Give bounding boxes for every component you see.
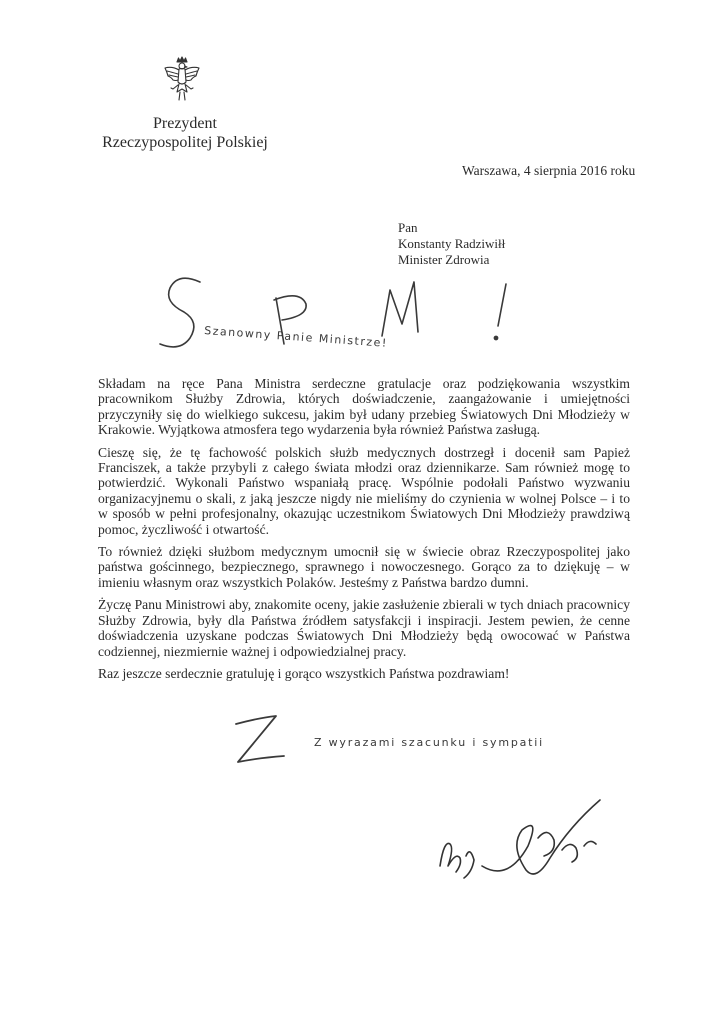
paragraph-3: To również dzięki służbom medycznym umocnił się w świecie obraz Rzeczypospolitej jako państwa gościnnego, bezpiecznego, sprawnego i nowoczesnego. Gorąco za to dziękuję – w imieniu własnym oraz wszystkich Polaków. Jesteśmy z Państwa bardzo dumni.: [98, 544, 630, 590]
signature: [430, 786, 637, 907]
recipient-line-1: Pan: [398, 220, 418, 235]
recipient-block: [398, 220, 505, 268]
paragraph-2: Cieszę się, że tę fachowość polskich służb medycznych dostrzegł i docenił sam Papież Franciszek, a także przybyli z całego świata młodzi oraz dziennikarze. Sam również mogę to potwierdzić. Wykonali Państwo wspaniałą pracę. Wspólnie podołali Państwo wyzwaniu organizacyjnemu o skali, z jaką jeszcze nigdy nie mieliśmy do czynienia w wolnej Polsce – i to w sposób w pełni profesjonalny, okazując uczestnikom Światowych Dni Młodzieży prawdziwą pomoc, życzliwość i otwartość.: [98, 444, 630, 537]
letter-body: [98, 376, 630, 688]
paragraph-1: Składam na ręce Pana Ministra serdeczne gratulacje oraz podziękowania wszystkim pracownikom Służby Zdrowia, których doświadczenie, zaangażowanie i umiejętności przyczyniły się do wielkiego sukcesu, jakim był udany przebieg Światowych Dni Młodzieży w Krakowie. Wyjątkowa atmosfera tego wydarzenia była również Państwa zasługą.: [98, 376, 630, 438]
salutation-text: Szanowny Panie Ministrze!: [203, 324, 389, 350]
letter-date: Warszawa, 4 sierpnia 2016 roku: [462, 163, 636, 178]
handwritten-salutation: [150, 268, 540, 358]
closing-text: Z wyrazami szacunku i sympatii: [314, 736, 544, 749]
office-title: [90, 114, 280, 152]
white-eagle-emblem-icon: [162, 56, 202, 106]
recipient-line-2: Konstanty Radziwiłł: [398, 236, 506, 251]
recipient-line-3: Minister Zdrowia: [398, 252, 490, 267]
handwritten-closing: [228, 708, 638, 778]
paragraph-5: Raz jeszcze serdecznie gratuluję i gorąco wszystkich Państwa pozdrawiam!: [98, 665, 510, 681]
signature-name: Andrzej Duda: [630, 906, 637, 907]
paragraph-4: Życzę Panu Ministrowi aby, znakomite oceny, jakie zasłużenie zbierali w tych dniach pracownicy Służby Zdrowia, były dla Państwa źródłem satysfakcji i inspiracji. Jestem pewien, że cenne doświadczenia uzyskane podczas Światowych Dni Młodzieży będą owocować w Państwa codziennej, niezmiernie ważnej i odpowiedzialnej pracy.: [98, 597, 630, 659]
office-line-2: Rzeczypospolitej Polskiej: [102, 134, 268, 151]
office-line-1: Prezydent: [153, 115, 217, 132]
